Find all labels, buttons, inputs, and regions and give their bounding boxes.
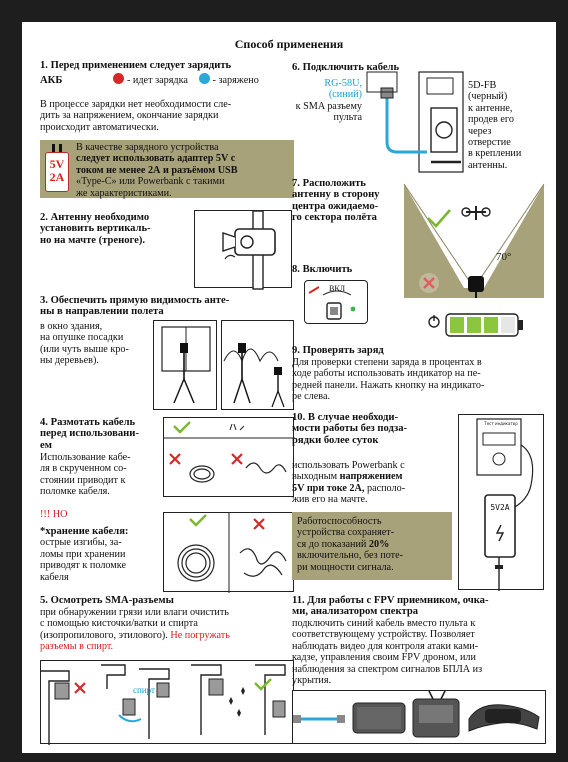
s3-line: на опушке посадки <box>40 332 124 344</box>
instruction-sheet <box>22 22 556 753</box>
s6-right-desc-line: к антенне, <box>468 102 513 114</box>
s10-bold: 5V при токе 2А, <box>292 482 365 494</box>
s5-heading: 5. Осмотреть SMA-разъемы <box>40 595 174 606</box>
battery-cell <box>484 317 498 333</box>
s1-line: дить за напряжением, окончание зарядки <box>40 110 219 122</box>
battery-icon <box>426 312 526 338</box>
s6-right-desc-line: продев его <box>468 114 514 126</box>
s3-line: в окно здания, <box>40 321 103 332</box>
s5-warning-a: Не погружать <box>170 629 230 641</box>
s5-line: (изопропилового, этилового). <box>40 629 168 641</box>
s9-line: ходе работы использовать индикатор на пе- <box>292 368 481 380</box>
s10-bold: напряжением <box>339 471 403 483</box>
cable-unwind-icon <box>164 418 295 498</box>
s7-heading-line: антенну в сторону <box>292 189 380 201</box>
s9-line: редней панели. Нажать кнопку на индикато- <box>292 379 485 391</box>
s5-warning-b: разъемы в спирт. <box>40 641 114 653</box>
power-switch-illustration <box>304 280 368 324</box>
s4-line: ля в скрученном со- <box>40 463 127 475</box>
s4-line: стоянии приводит к <box>40 474 126 486</box>
s9-line: ре слева. <box>292 391 331 403</box>
s4-heading-line: 4. Размотать кабель <box>40 417 136 428</box>
s9-line: Для проверки степени заряда в процентах в <box>292 357 482 368</box>
battery-cell <box>467 317 481 333</box>
s11-line: наблюдать видео для контроля атаки ками- <box>292 640 479 652</box>
s3-heading-line: 3. Обеспечить прямую видимость анте- <box>40 295 230 306</box>
s3-heading-line: ны в направлении полета <box>40 306 164 318</box>
s6-heading: 6. Подключить кабель <box>292 62 400 73</box>
s3-forest-illustration <box>221 320 294 410</box>
s10-note-line: Работоспособность <box>297 516 382 527</box>
badge-current: 2A <box>49 170 65 184</box>
device-label: 5V2A <box>490 503 510 512</box>
s2-heading-line: но на мачте (треноге). <box>40 234 146 246</box>
s10-line <box>292 483 452 494</box>
s4-warning: !!! НО <box>40 509 68 520</box>
s4-storage-illustration <box>163 512 294 592</box>
badge-voltage: 5V <box>49 157 65 171</box>
sma-connector-icon <box>41 661 295 745</box>
angle-label: 70° <box>496 251 512 263</box>
s11-line: укрытия. <box>292 675 332 687</box>
s4-line: Использование кабе- <box>40 452 131 463</box>
spirit-label: спирт <box>133 685 155 695</box>
red-dot-icon <box>113 73 124 84</box>
s9-heading: 9. Проверять заряд <box>292 345 384 356</box>
s4-heading <box>40 417 158 451</box>
s6-left-label-line: (синий) <box>328 89 362 101</box>
battery-cell <box>450 317 464 333</box>
battery-indicator <box>426 312 526 338</box>
s4-storage-line: ломы при хранении <box>40 548 126 560</box>
s5-body <box>40 607 296 653</box>
s1-note-line: током не менее 2А и разъёмом USB <box>76 164 238 176</box>
s11-heading-line: 11. Для работы с FPV приемником, очка- <box>292 595 489 606</box>
s6-right-label-line: 5D-FB <box>468 80 497 91</box>
s6-right-text <box>468 80 554 171</box>
s6-right-desc-line: через <box>468 125 492 137</box>
s4-heading-line: ем <box>40 439 52 451</box>
s8-heading: 8. Включить <box>292 264 353 275</box>
window-tripod-icon <box>154 321 218 411</box>
s4-heading-line: перед использовани- <box>40 428 139 440</box>
s11-heading <box>292 595 544 618</box>
s3-heading <box>40 295 296 318</box>
s10-span: выходным <box>292 471 338 483</box>
s6-left-label <box>294 78 362 101</box>
s6-left-desc-line: к SMA разъему <box>295 101 362 112</box>
s1-note-line: следует использовать адаптер 5V с <box>76 153 236 165</box>
page-title: Способ применения <box>234 37 344 51</box>
flight-sector-icon <box>404 178 544 298</box>
s1-note-line: В качестве зарядного устройства <box>76 142 219 153</box>
cable-connect-icon <box>367 72 467 172</box>
s10-line: использовать Powerbank с <box>292 460 405 471</box>
antenna-mast-icon <box>195 211 293 289</box>
s4-line: поломке кабеля. <box>40 486 110 498</box>
s1-paragraph <box>40 99 292 133</box>
plug-pin-icon <box>59 144 62 152</box>
s7-heading-line: го сектора полёта <box>292 212 377 224</box>
s4-cable-illustration <box>163 417 294 497</box>
s6-right-desc-line: в креплении <box>468 148 522 160</box>
s3-line: ны деревьев). <box>40 355 99 367</box>
s10-span: ся до показаний <box>297 538 367 550</box>
s10-heading-line: рядки более суток <box>292 434 379 446</box>
s11-line: соответствующему устройству. Позволяет <box>292 629 475 641</box>
switch-label: ВКЛ <box>329 284 346 293</box>
s1-heading-b: АКБ <box>40 75 63 86</box>
s2-heading-line: установить вертикаль- <box>40 223 151 235</box>
s6-left-desc <box>290 101 362 124</box>
s2-heading <box>40 212 190 246</box>
s11-line: кадзе, управления своим FPV дроном, или <box>292 652 476 664</box>
blue-dot-icon <box>199 73 210 84</box>
s6-right-label-line: (черный) <box>468 91 508 103</box>
s3-line: (или чуть выше кро- <box>40 343 129 355</box>
s7-heading-line: 7. Расположить <box>292 178 366 189</box>
s7-heading-line: центра ожидаемо- <box>292 200 379 212</box>
s10-note-line: устройства сохраняет- <box>297 527 395 539</box>
s10-heading-line: 10. В случае необходи- <box>292 412 399 423</box>
s6-left-desc-line: пульта <box>333 112 362 124</box>
s1-note-line: же характеристиками. <box>76 187 172 199</box>
s10-line: жив его на мачте. <box>292 494 368 506</box>
s1-legend <box>40 73 290 86</box>
device-top-label: Тест индикатор <box>484 421 518 426</box>
s4-storage-line: *хранение кабеля: <box>40 526 129 537</box>
s1-note-line: «Type-C» или Powerbank с такими <box>76 176 225 188</box>
s11-body <box>292 618 544 686</box>
s10-note-line <box>297 539 449 550</box>
s6-right-desc-line: антенны. <box>468 159 508 171</box>
plug-pin-icon <box>52 144 55 152</box>
legend-charged: - заряжено <box>212 75 259 86</box>
s10-note-line: ри мощности сигнала. <box>297 561 394 573</box>
s6-left-label-line: RG-58U, <box>324 78 362 89</box>
s1-heading-a: 1. Перед применением следует зарядить <box>40 60 232 71</box>
tree-tripod-icon <box>222 321 295 411</box>
s10-heading <box>292 412 452 446</box>
s11-heading-line: ми, анализатором спектра <box>292 606 419 618</box>
s4-storage <box>40 526 158 583</box>
s1-note-text <box>76 142 290 199</box>
s10-bold: 20% <box>368 538 390 550</box>
s6-right-desc-line: отверстие <box>468 137 511 149</box>
s5-line: с помощью кисточки/ватки и спирта <box>40 618 198 630</box>
s3-window-illustration <box>153 320 217 410</box>
s4-storage-line: острые изгибы, за- <box>40 537 122 549</box>
s10-span: располо- <box>366 482 406 494</box>
s4-body <box>40 452 158 498</box>
s3-body <box>40 321 146 367</box>
s5-connector-illustration <box>40 660 294 744</box>
s1-line: В процессе зарядки нет необходимости сле- <box>40 99 232 110</box>
s11-line: подключить синий кабель вместо пульта к <box>292 618 476 629</box>
s1-line: происходит автоматически. <box>40 121 159 133</box>
s11-line: наблюдения за спектром сигналов БПЛА из <box>292 663 483 675</box>
battery-cell <box>501 317 515 333</box>
s5-line-3 <box>40 630 296 641</box>
s10-note-line: включительно, без поте- <box>297 550 404 562</box>
s10-device-illustration <box>458 414 544 590</box>
s7-direction-illustration <box>404 178 544 298</box>
charger-badge <box>44 144 70 194</box>
s10-line <box>292 471 452 482</box>
cable-storage-icon <box>164 513 295 593</box>
s10-note-text <box>297 516 449 573</box>
s4-storage-line: кабеля <box>40 571 69 583</box>
s7-heading <box>292 178 400 224</box>
s9-body <box>292 357 544 403</box>
s4-storage-line: приводят к поломке <box>40 560 126 572</box>
s10-body <box>292 460 452 506</box>
legend-charging: - идет зарядка <box>126 75 188 86</box>
s2-antenna-illustration <box>194 210 292 288</box>
s10-heading-line: мости работы без подза- <box>292 423 408 435</box>
fpv-devices-icon <box>293 691 547 745</box>
s6-connection-illustration <box>367 72 467 172</box>
s2-heading-line: 2. Антенну необходимо <box>40 212 150 223</box>
s11-devices-illustration <box>292 690 546 744</box>
s5-line: при обнаружении грязи или влаги очистить <box>40 607 229 618</box>
